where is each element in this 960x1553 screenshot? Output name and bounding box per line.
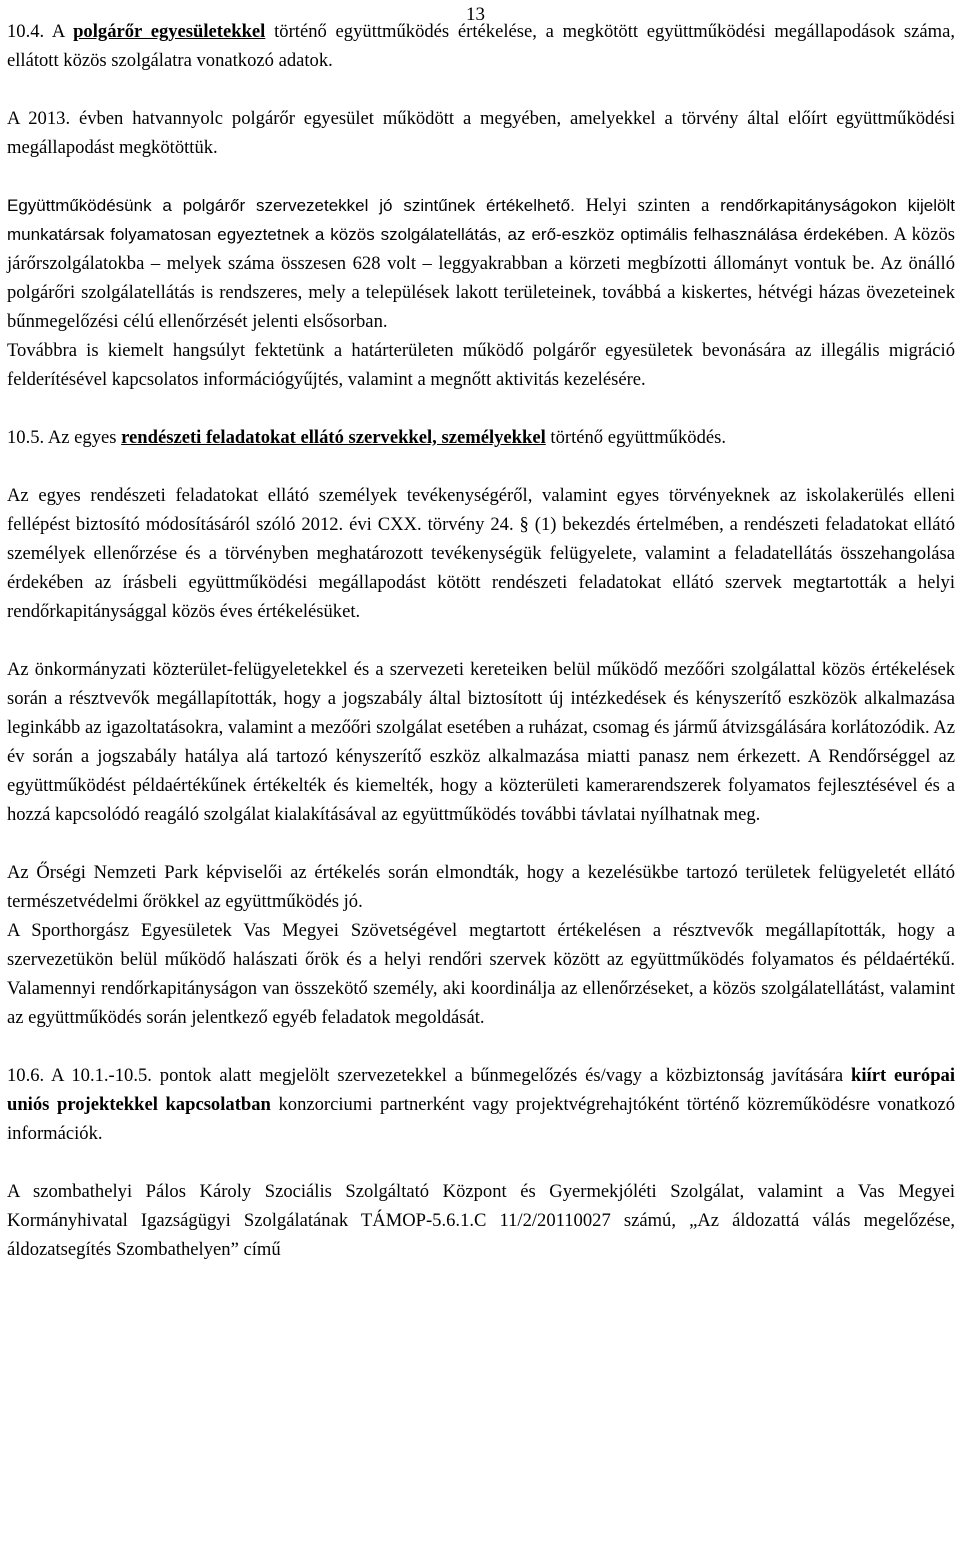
- heading-rest: történő együttműködés.: [550, 427, 727, 448]
- section-heading-10-6: [7, 1061, 955, 1148]
- document-body: [7, 17, 955, 1264]
- section-heading-10-4: [7, 17, 955, 75]
- paragraph-border-area: Továbbra is kiemelt hangsúlyt fektetünk a határterületen működő polgárőr egyesületek bevonására az illegális migráció felderítésével kapcsolatos információgyűjtés, valamint a megnőtt aktivitás kezelésére.: [7, 340, 955, 390]
- paragraph-municipal-supervision: Az önkormányzati közterület-felügyeletekkel és a szervezeti kereteiken belül működő mezőőri szolgálattal közös értékelések során a résztvevők megállapították, hogy a jogszabály által biztosított új intézkedések és kényszerítő eszközök alkalmazása leginkább az igazoltatásokra, valamint a mezőőri szolgálat esetében a ruházat, csomag és jármű átvizsgálására korlátozódik. Az év során a jogszabály hatálya alá tartozó kényszerítő eszköz alkalmazása miatti panasz nem érkezett. A Rendőrséggel az együttműködést példaértékűnek értékelték és kiemelték, hogy a közterületi kamerarendszerek folyamatos fejlesztésével és a hozzá kapcsolódó reagáló szolgálat kialakításával az együttműködés további távlatai nyílhatnak meg.: [7, 659, 955, 825]
- heading-rest: konzorciumi partnerként vagy projektvégrehajtóként történő közreműködésre vonatkozó információk.: [7, 1094, 955, 1144]
- page-number: 13: [466, 4, 485, 25]
- heading-lead: A: [51, 21, 65, 42]
- paragraph-national-park: Az Őrségi Nemzeti Park képviselői az értékelés során elmondták, hogy a kezelésükbe tartozó területek felügyeletét ellátó természetvédelmi őrökkel az együttműködés jó.: [7, 862, 955, 912]
- heading-emphasis: rendészeti feladatokat ellátó szervekkel, személyekkel: [121, 427, 546, 448]
- paragraph-tamop-project: A szombathelyi Pálos Károly Szociális Szolgáltató Központ és Gyermekjóléti Szolgálat, valamint a Vas Megyei Kormányhivatal Igazságügyi Szolgálatának TÁMOP-5.6.1.C 11/2/20110027 számú, „Az áldozattá válás megelőzése, áldozatsegítés Szombathelyen” című: [7, 1181, 955, 1260]
- paragraph-angling-association: A Sporthorgász Egyesületek Vas Megyei Szövetségével megtartott értékelésen a résztvevők megállapították, hogy a szervezetükön belül működő halászati őrök és a helyi rendőri szervek között az együttműködés folyamatos és példaértékű. Valamennyi rendőrkapitányságon van összekötő személy, aki koordinálja az ellenőrzéseket, a közös szolgálatellátást, valamint az együttműködés során jelentkező egyéb feladatok megoldását.: [7, 920, 955, 1028]
- heading-rest: történő együttműködés értékelése, a megkötött együttműködési megállapodások száma, ellátott közös szolgálatra vonatkozó adatok.: [7, 21, 956, 71]
- section-number: 10.4.: [7, 21, 45, 42]
- heading-lead: Az egyes: [47, 427, 117, 448]
- paragraph-law-reference: Az egyes rendészeti feladatokat ellátó személyek tevékenységéről, valamint egyes törvényeknek az iskolakerülés elleni fellépést biztosító módosításáról szóló 2012. évi CXX. törvény 24. § (1) bekezdés értelmében, a rendészeti feladatokat ellátó személyek ellenőrzése és a törvényben meghatározott tevékenységük felügyelete, valamint a feladatellátás összehangolása érdekében az írásbeli együttműködési megállapodást kötött rendészeti feladatokat ellátó szervek megtartották a helyi rendőrkapitánysággal közös éves értékelésüket.: [7, 485, 955, 622]
- heading-lead: 10.6. A 10.1.-10.5. pontok alatt megjelölt szervezetekkel a bűnmegelőzés és/vagy a közbiztonság javítására: [7, 1065, 844, 1086]
- cooperation-rest: A közös járőrszolgálatokba – melyek száma összesen 628 volt – leggyakrabban a körzeti megbízotti állományt vontuk be. Az önálló polgárőri szolgálatellátás is rendszeres, mely a települések lakott területeinek, továbbá a kiskertes, hétvégi házas övezeteinek bűnmegelőzési célú ellenőrzését jelenti elsősorban.: [7, 224, 956, 332]
- section-heading-10-5: [7, 423, 955, 452]
- section-number: 10.5.: [7, 427, 45, 448]
- heading-emphasis: kiírt európai uniós projektekkel kapcsolatban: [7, 1065, 956, 1115]
- paragraph-polgaror-count: A 2013. évben hatvannyolc polgárőr egyesület működött a megyében, amelyekkel a törvény által előírt együttműködési megállapodást megkötöttük.: [7, 108, 955, 158]
- cooperation-local: rendőrkapitányságokon kijelölt munkatársak folyamatosan egyeztetnek a közös szolgálatellátás, az erő-eszköz optimális felhasználása érdekében.: [7, 196, 955, 244]
- cooperation-sentence: Együttműködésünk a polgárőr szervezetekkel jó szintűnek értékelhető.: [7, 196, 575, 215]
- paragraph-cooperation: [7, 191, 955, 336]
- heading-emphasis: polgárőr egyesületekkel: [73, 21, 266, 42]
- cooperation-local-lead: Helyi szinten a: [585, 195, 710, 216]
